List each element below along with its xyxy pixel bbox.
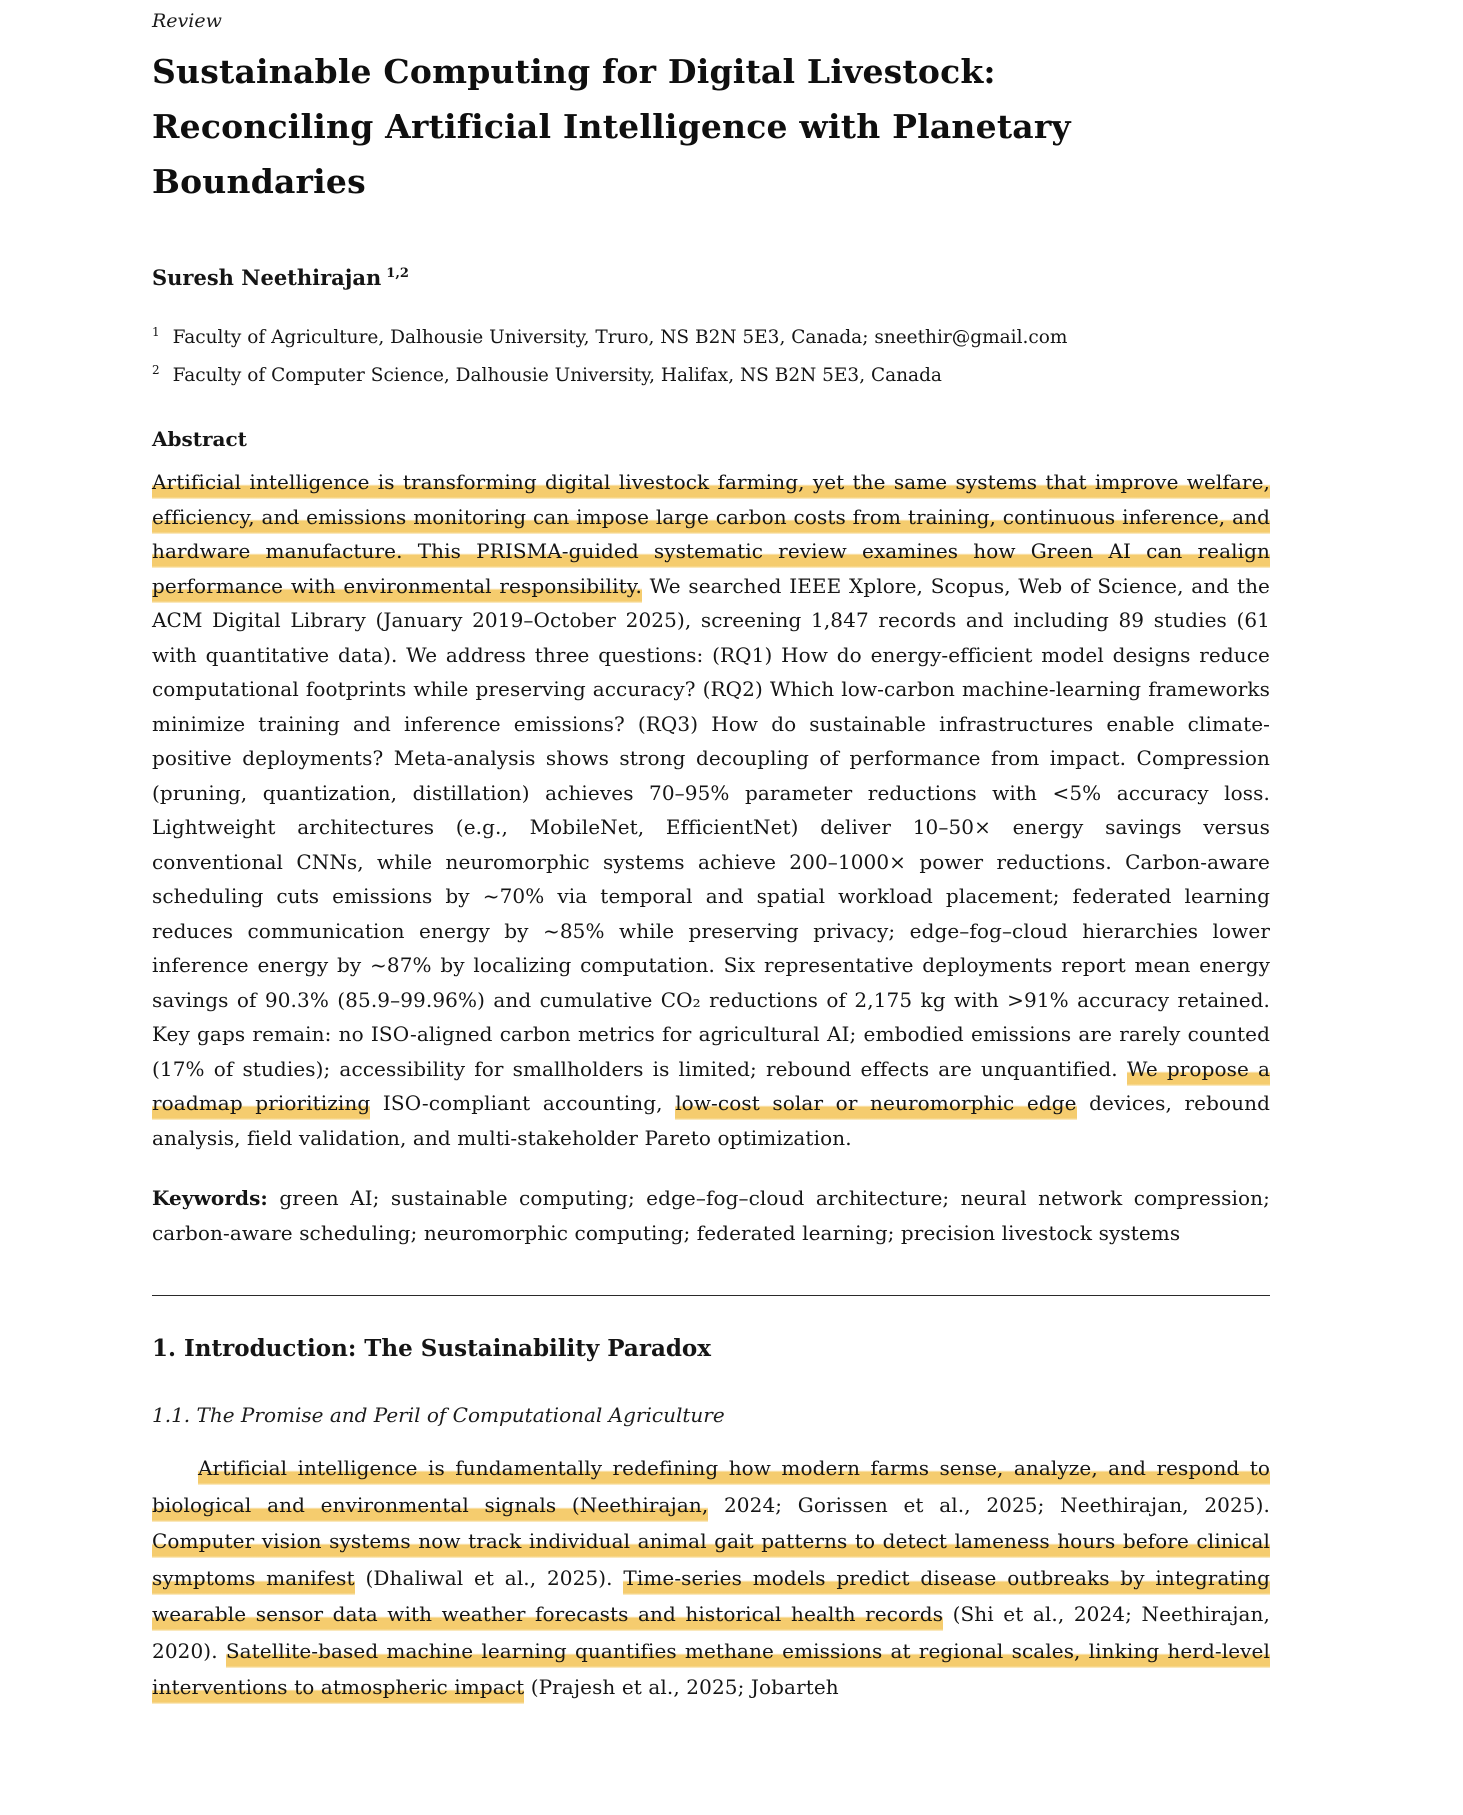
body-text: devices, rebound analysis, field validation, and multi-stakeholder Pareto optimization.: [152, 1091, 1271, 1150]
affiliation-2-text: Faculty of Computer Science, Dalhousie University, Halifax, NS B2N 5E3, Canada: [172, 365, 942, 387]
highlighted-text: Artificial intelligence is fundamentally redefining how modern farms sense, analyze, and respond to biological and environmental signals (Neethirajan,: [152, 1456, 1270, 1522]
affiliation-2-marker: 2: [152, 363, 160, 378]
author-name: Suresh Neethirajan: [152, 265, 382, 290]
author-line: [152, 259, 1270, 293]
body-text: (Shi et al., 2024; Neethirajan, 2020).: [152, 1602, 1270, 1663]
highlighted-text: Computer vision systems now track individual animal gait patterns to detect lameness hours before clinical symptoms manifest: [152, 1529, 1270, 1595]
affiliation-2: [152, 354, 1270, 392]
highlighted-text: low-cost solar or neuromorphic edge: [675, 1091, 1076, 1120]
paper-title-line-1: Sustainable Computing for Digital Livestock:: [152, 52, 996, 91]
subsection-heading: 1.1. The Promise and Peril of Computational Agriculture: [152, 1403, 725, 1428]
body-text: We searched IEEE Xplore, Scopus, Web of Science, and the ACM Digital Library (January 2019–October 2025), screening 1,847 records and including 89 studies (61 with quantitative data). We address three questions: (RQ1) How do energy-efficient model designs reduce computational footprints while preserving accuracy? (RQ2) Which low-carbon machine-learning frameworks minimize training and inference emissions? (RQ3) How do sustainable infrastructures enable climate-positive deployments? Meta-analysis shows strong decoupling of performance from impact. Compression (pruning, quantization, distillation) achieves 70–95% parameter reductions with <5% accuracy loss. Lightweight architectures (e.g., MobileNet, EfficientNet) deliver 10–50× energy savings versus conventional CNNs, while neuromorphic systems achieve 200–1000× power reductions. Carbon-aware scheduling cuts emissions by ~70% via temporal and spatial workload placement; federated learning reduces communication energy by ~85% while preserving privacy; edge–fog–cloud hierarchies lower inference energy by ~87% by localizing computation. Six representative deployments report mean energy savings of 90.3% (85.9–99.96%) and cumulative CO₂ reductions of 2,175 kg with >91% accuracy retained. Key gaps remain: no ISO-aligned carbon metrics for agricultural AI; embodied emissions are rarely counted (17% of studies); accessibility for smallholders is limited; rebound effects are unquantified.: [152, 573, 1270, 1081]
highlighted-text: Artificial intelligence is transforming digital livestock farming, yet the same systems that improve welfare, efficiency, and emissions monitoring can impose large carbon costs from training, continuous inference, and hardware manufacture.: [152, 470, 1270, 568]
intro-paragraph: [152, 1450, 1270, 1706]
abstract-text: [152, 465, 1270, 1155]
keywords-text: green AI; sustainable computing; edge–fog–cloud architecture; neural network compression; carbon-aware scheduling; neuromorphic computing; federated learning; precision livestock systems: [152, 1186, 1270, 1246]
affiliations: [152, 316, 1270, 392]
keywords-label: Keywords:: [152, 1186, 268, 1211]
affiliation-1-text: Faculty of Agriculture, Dalhousie University, Truro, NS B2N 5E3, Canada; sneethir@gmail.com: [172, 327, 1068, 349]
author-affiliation-marker: 1,2: [386, 266, 409, 281]
affiliation-1: [152, 316, 1270, 354]
section-heading: 1. Introduction: The Sustainability Paradox: [152, 1335, 711, 1363]
section-divider: [152, 1295, 1270, 1296]
article-type-label: Review: [152, 10, 222, 32]
body-text: (Dhaliwal et al., 2025).: [354, 1565, 624, 1590]
body-text: 2024; Gorissen et al., 2025; Neethirajan, 2025).: [708, 1492, 1270, 1517]
highlighted-text: This PRISMA-guided systematic review examines how Green AI can realign performance with environmental responsibility.: [152, 539, 1270, 603]
highlighted-text: We propose a roadmap prioritizing: [152, 1057, 1270, 1121]
paper-title-line-3: Boundaries: [152, 162, 366, 201]
paper-title: [152, 44, 1270, 209]
body-text: (Prajesh et al., 2025; Jobarteh: [524, 1675, 839, 1700]
paper-title-line-2: Reconciling Artificial Intelligence with Planetary: [152, 107, 1071, 146]
highlighted-text: Time-series models predict disease outbreaks by integrating wearable sensor data with weather forecasts and historical health records: [152, 1566, 1270, 1632]
body-text: ISO-compliant accounting,: [370, 1091, 676, 1116]
abstract-heading: Abstract: [152, 427, 247, 452]
highlighted-text: Satellite-based machine learning quantifies methane emissions at regional scales, linking herd-level interventions to atmospheric impact: [152, 1639, 1270, 1705]
affiliation-1-marker: 1: [152, 325, 160, 339]
keywords-line: [152, 1181, 1270, 1251]
